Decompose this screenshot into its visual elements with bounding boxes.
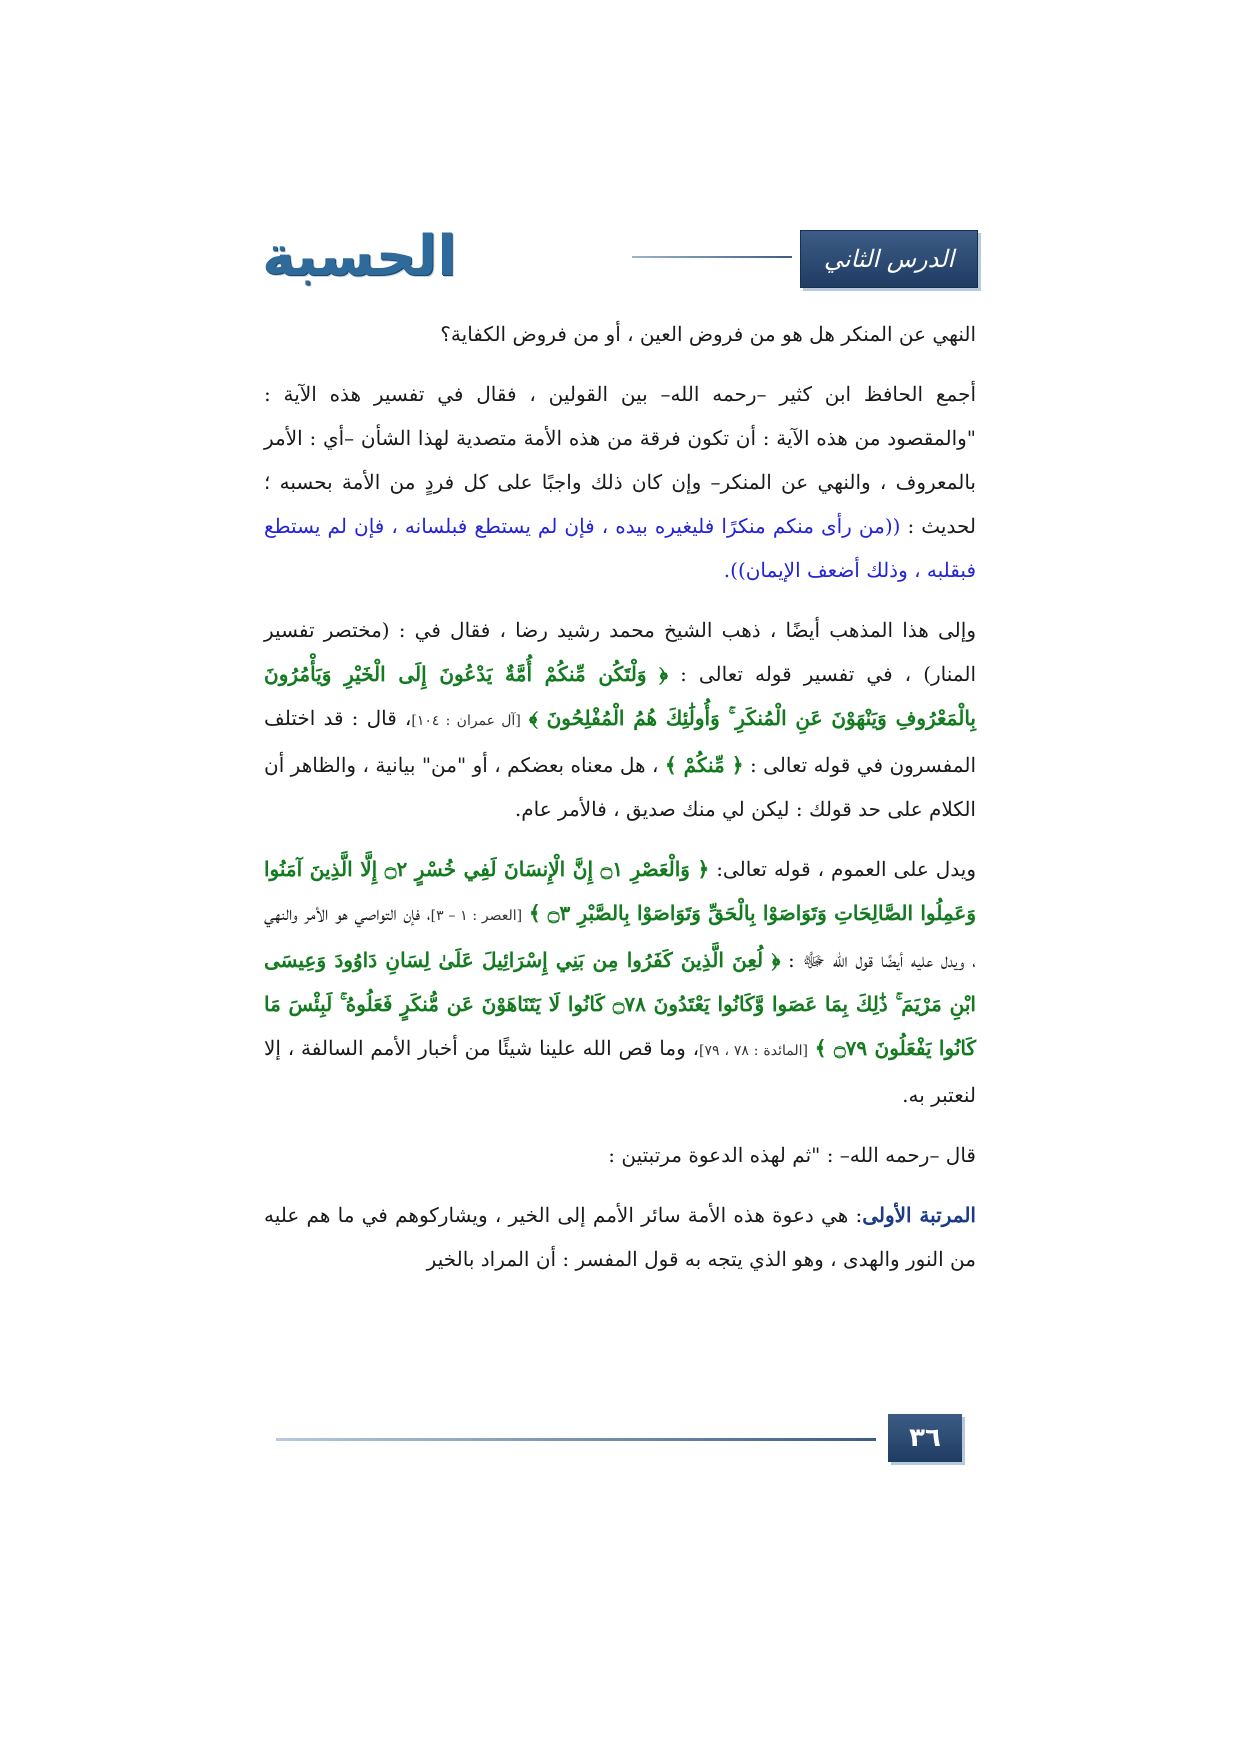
verse-ref-al-maidah: [المائدة : ٧٨ ، ٧٩] — [699, 1043, 808, 1059]
hadith-quote: ((من رأى منكم منكرًا فليغيره بيده ، فإن لم يستطع فبلسانه ، فإن لم يستطع فبقلبه ، وذلك أضعف الإيمان)) — [264, 514, 976, 582]
verse-ref-al-asr: [العصر : ١ – ٣] — [430, 908, 523, 924]
hadith-end: . — [723, 558, 731, 582]
rashid-rida-paragraph — [264, 608, 976, 831]
lesson-badge — [800, 230, 978, 288]
ibn-kathir-text: أجمع الحافظ ابن كثير –رحمه الله– بين القولين ، فقال في تفسير هذه الآية : "والمقصود من هذه الآية : أن تكون فرقة من هذه الأمة متصدية لهذا الشأن –أي : الأمر بالمعروف ، والنهي عن المنكر– وإن كان ذلك واجبًا على كل فردٍ من الأمة بحسبه ؛ لحديث : — [264, 382, 976, 538]
footer-divider — [276, 1438, 876, 1441]
first-rank-paragraph — [264, 1193, 976, 1281]
verse-word-minkum: ﴿ مِّنكُمْ ﴾ — [664, 753, 744, 777]
generality-end: ، وما قص الله علينا شيئًا من أخبار الأمم السالفة ، إلا لنعتبر به. — [264, 1036, 976, 1107]
generality-intro: ويدل على العموم ، قوله تعالى: — [709, 857, 976, 881]
ibn-kathir-paragraph — [264, 372, 976, 592]
rida-intro: وإلى هذا المذهب أيضًا ، ذهب الشيخ محمد رشيد رضا ، فقال في : (مختصر تفسير المنار) ، في تفسير قوله تعالى : — [264, 618, 976, 686]
rida-end: ، هل معناه بعضكم ، أو "من" بيانية ، والظاهر أن الكلام على حد قولك : ليكن لي منك صديق ، فالأمر عام. — [264, 753, 976, 821]
verse-al-imran: ﴿ وَلْتَكُن مِّنكُمْ أُمَّةٌ يَدْعُونَ إِلَى الْخَيْرِ وَيَأْمُرُونَ بِالْمَعْرُوفِ وَيَنْهَوْنَ عَنِ الْمُنكَرِ ۚ وَأُولَٰئِكَ هُمُ الْمُفْلِحُونَ ﴾ — [264, 662, 976, 730]
question-paragraph: النهي عن المنكر هل هو من فروض العين ، أو من فروض الكفاية؟ — [440, 322, 976, 346]
first-rank-label: المرتبة الأولى — [862, 1203, 976, 1227]
verse-al-maidah: ﴿ لُعِنَ الَّذِينَ كَفَرُوا مِن بَنِي إِسْرَائِيلَ عَلَىٰ لِسَانِ دَاوُودَ وَعِيسَى ابْنِ مَرْيَمَ ۚ ذَٰلِكَ بِمَا عَصَوا وَّكَانُوا يَعْتَدُونَ ۝٧٨ كَانُوا لَا يَتَنَاهَوْنَ عَن مُّنكَرٍ فَعَلُوهُ ۚ لَبِئْسَ مَا كَانُوا يَفْعَلُونَ ۝٧٩ ﴾ — [264, 948, 977, 1060]
rida-mid: ، قال : قد اختلف المفسرون في قوله تعالى : — [264, 706, 976, 777]
generality-mid: ، فإن التواصي هو الأمر والنهي ، ويدل عليه أيضًا قول الله ﷻ : — [264, 901, 976, 972]
two-ranks-paragraph: قال –رحمه الله– : "ثم لهذه الدعوة مرتبتين : — [608, 1143, 976, 1167]
first-rank-text: : هي دعوة هذه الأمة سائر الأمم إلى الخير ، ويشاركوهم في ما هم عليه من النور والهدى ، وهو الذي يتجه به قول المفسر : أن المراد بالخير — [264, 1203, 976, 1271]
page-number: ٣٦ — [888, 1414, 962, 1462]
section-title: الحسبة — [262, 224, 457, 289]
generality-paragraph — [264, 847, 976, 1117]
header-divider — [632, 256, 792, 258]
lesson-label: الدرس الثاني — [823, 245, 955, 273]
verse-al-asr: ﴿ وَالْعَصْرِ ۝١ إِنَّ الْإِنسَانَ لَفِي خُسْرٍ ۝٢ إِلَّا الَّذِينَ آمَنُوا وَعَمِلُوا الصَّالِحَاتِ وَتَوَاصَوْا بِالْحَقِّ وَتَوَاصَوْا بِالصَّبْرِ ۝٣ ﴾ — [264, 857, 977, 925]
page-header — [262, 224, 978, 290]
main-text — [264, 312, 976, 1281]
verse-ref-al-imran: [آل عمران : ١٠٤] — [411, 713, 521, 729]
